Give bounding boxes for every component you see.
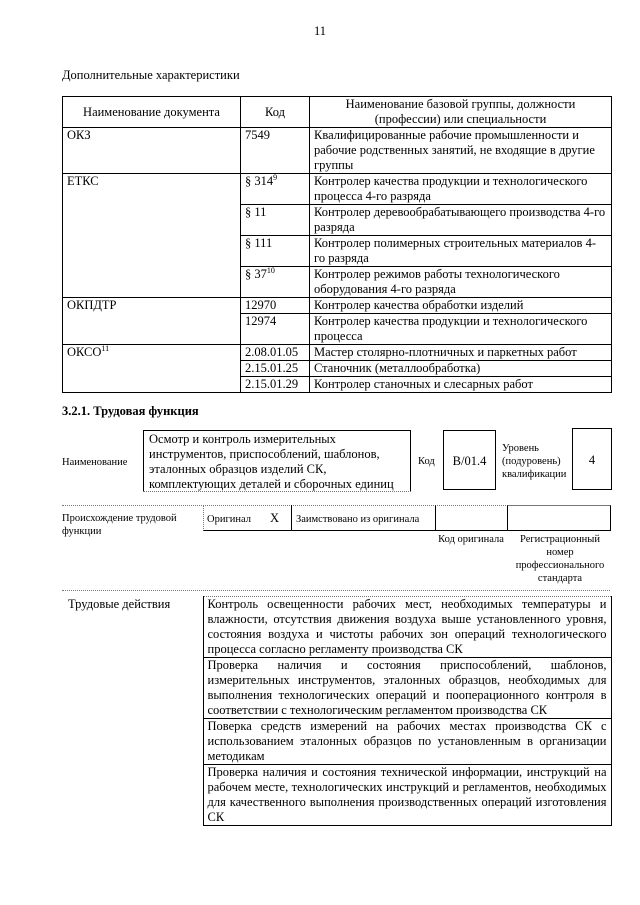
row-doc xyxy=(63,205,241,236)
row-name: Контролер станочных и слесарных работ xyxy=(310,377,612,393)
row-code: § $37^{10}$ xyxy=(241,267,310,298)
row-doc xyxy=(63,314,241,345)
row-code: 7549 xyxy=(241,128,310,174)
header-name: Наименование базовой группы, должности (профессии) или специальности xyxy=(310,97,612,128)
row-doc: ОКСО$^{11}$ xyxy=(63,345,241,361)
row-code: 2.15.01.29 xyxy=(241,377,310,393)
row-doc: ЕТКС xyxy=(63,174,241,205)
footnote-ref: 10 xyxy=(266,265,275,275)
row-name: Контролер качества продукции и технологического процесса xyxy=(310,314,612,345)
footnote-ref: 11 xyxy=(101,343,110,353)
function-code-box xyxy=(443,430,496,490)
page-number: 11 xyxy=(313,24,327,38)
characteristics-table xyxy=(62,96,612,393)
table-row xyxy=(63,361,612,377)
action-item: Контроль освещенности рабочих мест, необходимых температуры и влажности, отсутствия движения воздуха выше установленного уровня, состояния воздуха и чистоты рабочих зон операций технологического процесса согласно регламенту производства СК xyxy=(203,597,611,658)
row-code: 12970 xyxy=(241,298,310,314)
row-name: Станочник (металлообработка) xyxy=(310,361,612,377)
row-code: 12974 xyxy=(241,314,310,345)
code-label: Код xyxy=(418,456,435,467)
origin-code-box xyxy=(435,505,508,531)
table-row xyxy=(63,236,612,267)
row-doc xyxy=(63,267,241,298)
row-name: Контролер качества обработки изделий xyxy=(310,298,612,314)
action-item: Проверка наличия и состояния технической информации, инструкций на рабочем месте, технологических инструкций и регламентов, необходимых для качественного выполнения производственных операций изготовления СК xyxy=(203,765,611,826)
table-row xyxy=(63,314,612,345)
row-code: § 111 xyxy=(241,236,310,267)
row-name: Контролер режимов работы технологического оборудования 4-го разряда xyxy=(310,267,612,298)
row-doc xyxy=(63,361,241,377)
actions-label: Трудовые действия xyxy=(62,597,203,826)
origin-reg-box xyxy=(507,505,611,531)
row-name: Контролер деревообрабатывающего производства 4-го разряда xyxy=(310,205,612,236)
header-doc: Наименование документа xyxy=(63,97,241,128)
name-label: Наименование xyxy=(62,457,128,468)
row-name: Квалифицированные рабочие промышленности и рабочие родственных занятий, не входящие в другие группы xyxy=(310,128,612,174)
function-level-value: 4 xyxy=(588,453,596,467)
table-row xyxy=(63,128,612,174)
table-row xyxy=(63,345,612,361)
reg-caption: Регистрационный номер профессионального стандарта xyxy=(515,534,605,584)
table-row xyxy=(62,597,611,658)
row-name: Контролер полимерных строительных материалов 4-го разряда xyxy=(310,236,612,267)
actions-table xyxy=(62,596,612,826)
row-doc: ОКПДТР xyxy=(63,298,241,314)
table-row xyxy=(63,377,612,393)
table-row xyxy=(63,267,612,298)
divider xyxy=(143,491,411,492)
row-doc xyxy=(63,377,241,393)
function-name-value: Осмотр и контроль измерительных инструментов, приспособлений, шаблонов, эталонных образцов изделий СК, комплектующих деталей и сборочных единиц xyxy=(149,432,394,491)
function-heading: 3.2.1. Трудовая функция xyxy=(62,404,199,418)
row-code: § 11 xyxy=(241,205,310,236)
action-item: Проверка наличия и состояния приспособлений, шаблонов, измерительных инструментов, эталонных образцов, необходимых для выполнения технологических операций и пооперационного контроля в соответствии с технологическим регламентом производства СК xyxy=(203,658,611,719)
divider xyxy=(62,590,610,591)
row-name: Контролер качества продукции и технологического процесса 4-го разряда xyxy=(310,174,612,205)
additional-characteristics-title: Дополнительные характеристики xyxy=(62,68,240,82)
row-doc xyxy=(63,236,241,267)
table-row xyxy=(63,298,612,314)
original-mark: X xyxy=(270,511,280,525)
table-row xyxy=(63,205,612,236)
borrowed-label: Заимствовано из оригинала xyxy=(296,514,420,525)
origin-label: Происхождение трудовой функции xyxy=(62,513,177,537)
header-code: Код xyxy=(241,97,310,128)
original-label: Оригинал xyxy=(207,514,251,525)
function-level-box xyxy=(572,428,612,490)
level-label: Уровень (подуровень) квалификации xyxy=(502,443,567,480)
row-code: § $314^9$ xyxy=(241,174,310,205)
footnote-ref: 9 xyxy=(273,172,278,182)
table-header-row xyxy=(63,97,612,128)
row-doc: ОКЗ xyxy=(63,128,241,174)
row-name: Мастер столярно-плотничных и паркетных работ xyxy=(310,345,612,361)
table-row xyxy=(63,174,612,205)
function-name-box xyxy=(143,430,411,492)
row-code: 2.08.01.05 xyxy=(241,345,310,361)
code-caption: Код оригинала xyxy=(438,534,504,545)
divider xyxy=(291,505,292,531)
action-item: Поверка средств измерений на рабочих местах производства СК с использованием эталонных образцов по установленным в организации методикам xyxy=(203,719,611,765)
function-code-value: B/01.4 xyxy=(452,454,487,468)
row-code: 2.15.01.25 xyxy=(241,361,310,377)
